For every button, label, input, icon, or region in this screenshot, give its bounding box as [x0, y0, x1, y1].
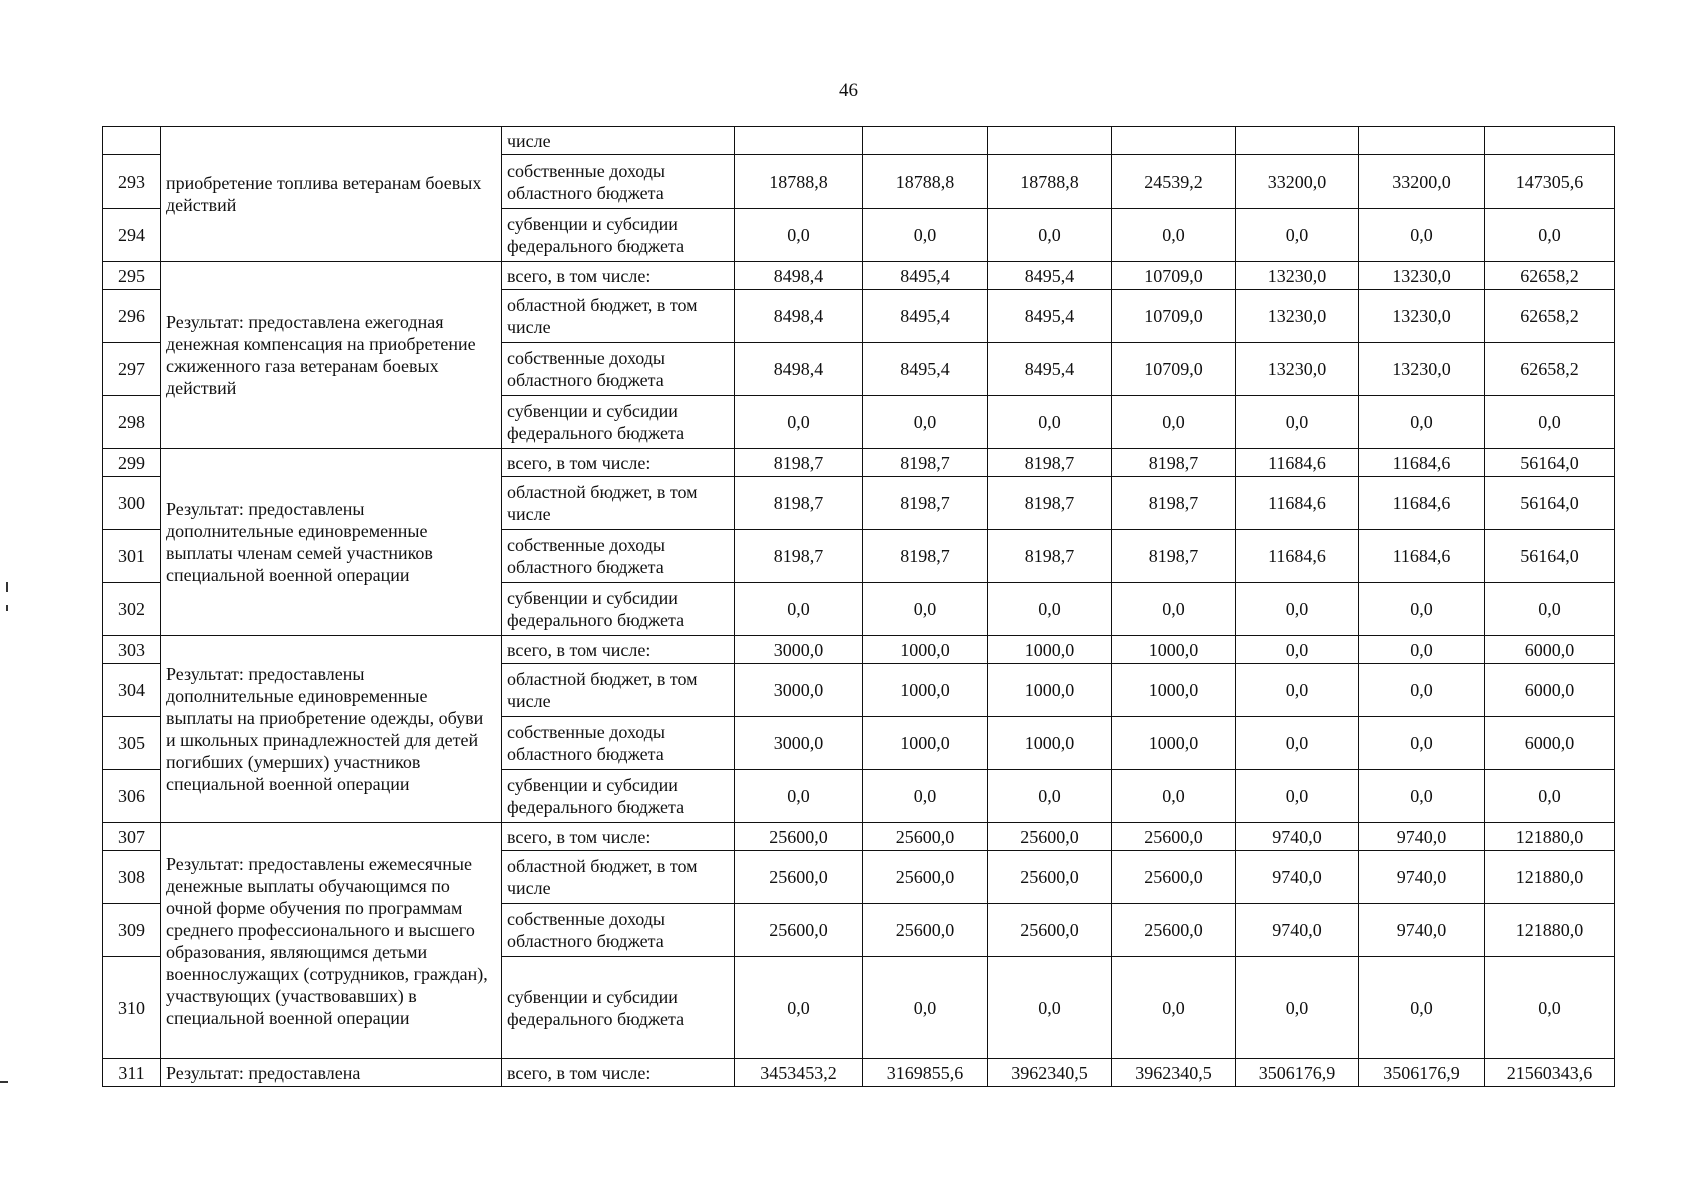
funding-source: областной бюджет, в том числе: [502, 290, 735, 343]
value-cell: 8198,7: [1112, 530, 1236, 583]
row-number: 303: [103, 636, 161, 664]
value-cell: 1000,0: [988, 636, 1112, 664]
result-description: Результат: предоставлены дополнительные единовременные выплаты членам семей участников специальной военной операции: [161, 449, 502, 636]
value-cell: 8198,7: [735, 477, 863, 530]
row-number: 298: [103, 396, 161, 449]
value-cell: 1000,0: [863, 664, 988, 717]
funding-source: собственные доходы областного бюджета: [502, 904, 735, 957]
row-number: 300: [103, 477, 161, 530]
value-cell: 8495,4: [863, 343, 988, 396]
value-cell: 8498,4: [735, 262, 863, 290]
total-value-cell: 0,0: [1485, 770, 1615, 823]
value-cell: 18788,8: [863, 155, 988, 209]
value-cell: 13230,0: [1236, 262, 1359, 290]
value-cell: 3000,0: [735, 717, 863, 770]
value-cell: 8495,4: [863, 262, 988, 290]
table-row: [103, 636, 1615, 664]
value-cell: 18788,8: [988, 155, 1112, 209]
value-cell: 8198,7: [988, 477, 1112, 530]
funding-source: областной бюджет, в том числе: [502, 477, 735, 530]
value-cell: 0,0: [1359, 636, 1485, 664]
value-cell: 0,0: [1236, 770, 1359, 823]
value-cell: 8198,7: [863, 449, 988, 477]
value-cell: 0,0: [863, 957, 988, 1059]
value-cell: 0,0: [1112, 396, 1236, 449]
value-cell: 0,0: [988, 583, 1112, 636]
value-cell: 3000,0: [735, 664, 863, 717]
value-cell: 0,0: [735, 396, 863, 449]
page-number: 46: [839, 80, 858, 101]
value-cell: 25600,0: [735, 904, 863, 957]
total-value-cell: 121880,0: [1485, 851, 1615, 904]
result-description: Результат: предоставлены ежемесячные денежные выплаты обучающимся по очной форме обучения по программам среднего профессионального и высшего образования, являющимся детьми военнослужащих (сотрудников, граждан), участвующих (участвовавших) в специальной военной операции: [161, 823, 502, 1059]
table-row: [103, 1059, 1615, 1087]
row-number: 302: [103, 583, 161, 636]
funding-source: всего, в том числе:: [502, 823, 735, 851]
value-cell: 1000,0: [1112, 717, 1236, 770]
value-cell: 25600,0: [863, 823, 988, 851]
value-cell: 25600,0: [735, 823, 863, 851]
value-cell: 0,0: [988, 770, 1112, 823]
value-cell: 13230,0: [1359, 262, 1485, 290]
row-number: 301: [103, 530, 161, 583]
value-cell: 8495,4: [988, 343, 1112, 396]
value-cell: 25600,0: [988, 851, 1112, 904]
value-cell: [735, 127, 863, 155]
value-cell: 0,0: [1359, 770, 1485, 823]
value-cell: [863, 127, 988, 155]
value-cell: 9740,0: [1359, 823, 1485, 851]
value-cell: 11684,6: [1236, 530, 1359, 583]
value-cell: [1112, 127, 1236, 155]
value-cell: 0,0: [1236, 583, 1359, 636]
total-value-cell: 6000,0: [1485, 636, 1615, 664]
total-value-cell: 6000,0: [1485, 664, 1615, 717]
funding-source: всего, в том числе:: [502, 636, 735, 664]
funding-source: субвенции и субсидии федерального бюджета: [502, 209, 735, 262]
table-row: [103, 449, 1615, 477]
value-cell: 8198,7: [735, 530, 863, 583]
total-value-cell: 147305,6: [1485, 155, 1615, 209]
value-cell: [1359, 127, 1485, 155]
value-cell: 3506176,9: [1236, 1059, 1359, 1087]
value-cell: 13230,0: [1236, 290, 1359, 343]
value-cell: 25600,0: [1112, 823, 1236, 851]
total-value-cell: [1485, 127, 1615, 155]
value-cell: 0,0: [1359, 717, 1485, 770]
value-cell: 0,0: [863, 396, 988, 449]
funding-source: субвенции и субсидии федерального бюджета: [502, 770, 735, 823]
funding-source: всего, в том числе:: [502, 262, 735, 290]
value-cell: 0,0: [1112, 209, 1236, 262]
value-cell: 8495,4: [988, 290, 1112, 343]
value-cell: 8198,7: [735, 449, 863, 477]
value-cell: 9740,0: [1236, 904, 1359, 957]
value-cell: 0,0: [1359, 664, 1485, 717]
value-cell: 8498,4: [735, 343, 863, 396]
row-number: 295: [103, 262, 161, 290]
value-cell: 9740,0: [1236, 851, 1359, 904]
funding-source: числе: [502, 127, 735, 155]
table-row: [103, 262, 1615, 290]
value-cell: 0,0: [735, 957, 863, 1059]
result-description: приобретение топлива ветеранам боевых действий: [161, 127, 502, 262]
value-cell: 0,0: [1112, 957, 1236, 1059]
row-number: 310: [103, 957, 161, 1059]
value-cell: 25600,0: [1112, 904, 1236, 957]
value-cell: 25600,0: [863, 851, 988, 904]
value-cell: 10709,0: [1112, 343, 1236, 396]
value-cell: 0,0: [988, 957, 1112, 1059]
value-cell: 9740,0: [1359, 851, 1485, 904]
value-cell: 0,0: [1359, 396, 1485, 449]
value-cell: 0,0: [988, 209, 1112, 262]
value-cell: 25600,0: [988, 823, 1112, 851]
total-value-cell: 0,0: [1485, 957, 1615, 1059]
value-cell: 0,0: [1112, 770, 1236, 823]
value-cell: 0,0: [863, 209, 988, 262]
value-cell: 0,0: [1236, 396, 1359, 449]
value-cell: 11684,6: [1359, 477, 1485, 530]
margin-mark: [6, 582, 8, 592]
value-cell: 0,0: [1236, 957, 1359, 1059]
value-cell: 9740,0: [1236, 823, 1359, 851]
result-description: Результат: предоставлены дополнительные единовременные выплаты на приобретение одежды, обуви и школьных принадлежностей для детей погибших (умерших) участников специальной военной операции: [161, 636, 502, 823]
funding-source: всего, в том числе:: [502, 1059, 735, 1087]
row-number: 307: [103, 823, 161, 851]
value-cell: 0,0: [1359, 583, 1485, 636]
value-cell: 25600,0: [988, 904, 1112, 957]
value-cell: 0,0: [735, 770, 863, 823]
table-body: [103, 127, 1615, 1087]
value-cell: 0,0: [863, 770, 988, 823]
value-cell: 8498,4: [735, 290, 863, 343]
value-cell: 1000,0: [988, 664, 1112, 717]
value-cell: 3506176,9: [1359, 1059, 1485, 1087]
value-cell: 0,0: [863, 583, 988, 636]
value-cell: [988, 127, 1112, 155]
value-cell: 0,0: [988, 396, 1112, 449]
value-cell: 8198,7: [1112, 477, 1236, 530]
funding-source: субвенции и субсидии федерального бюджета: [502, 396, 735, 449]
row-number: 304: [103, 664, 161, 717]
value-cell: 1000,0: [1112, 636, 1236, 664]
value-cell: 8495,4: [988, 262, 1112, 290]
value-cell: 25600,0: [863, 904, 988, 957]
value-cell: 0,0: [1236, 717, 1359, 770]
funding-source: всего, в том числе:: [502, 449, 735, 477]
value-cell: 25600,0: [1112, 851, 1236, 904]
total-value-cell: 62658,2: [1485, 290, 1615, 343]
value-cell: 8198,7: [1112, 449, 1236, 477]
result-description: Результат: предоставлена ежегодная денежная компенсация на приобретение сжиженного газа ветеранам боевых действий: [161, 262, 502, 449]
value-cell: 10709,0: [1112, 290, 1236, 343]
row-number: 309: [103, 904, 161, 957]
total-value-cell: 56164,0: [1485, 477, 1615, 530]
value-cell: 1000,0: [863, 717, 988, 770]
value-cell: 3962340,5: [1112, 1059, 1236, 1087]
total-value-cell: 56164,0: [1485, 530, 1615, 583]
value-cell: 10709,0: [1112, 262, 1236, 290]
value-cell: 13230,0: [1359, 343, 1485, 396]
table-row: [103, 127, 1615, 155]
funding-source: субвенции и субсидии федерального бюджета: [502, 957, 735, 1059]
total-value-cell: 62658,2: [1485, 262, 1615, 290]
total-value-cell: 121880,0: [1485, 823, 1615, 851]
value-cell: 0,0: [1359, 209, 1485, 262]
funding-source: областной бюджет, в том числе: [502, 664, 735, 717]
value-cell: 8495,4: [863, 290, 988, 343]
value-cell: 13230,0: [1359, 290, 1485, 343]
value-cell: 1000,0: [988, 717, 1112, 770]
value-cell: 0,0: [1236, 636, 1359, 664]
row-number: 306: [103, 770, 161, 823]
total-value-cell: 21560343,6: [1485, 1059, 1615, 1087]
value-cell: 3169855,6: [863, 1059, 988, 1087]
value-cell: 0,0: [1236, 664, 1359, 717]
table-row: [103, 823, 1615, 851]
margin-mark: [0, 1081, 8, 1083]
total-value-cell: 0,0: [1485, 583, 1615, 636]
total-value-cell: 121880,0: [1485, 904, 1615, 957]
value-cell: 25600,0: [735, 851, 863, 904]
value-cell: 0,0: [1359, 957, 1485, 1059]
funding-source: областной бюджет, в том числе: [502, 851, 735, 904]
value-cell: 11684,6: [1236, 449, 1359, 477]
value-cell: 1000,0: [1112, 664, 1236, 717]
budget-table: [102, 126, 1615, 1087]
row-number: 311: [103, 1059, 161, 1087]
value-cell: 3962340,5: [988, 1059, 1112, 1087]
value-cell: 24539,2: [1112, 155, 1236, 209]
value-cell: 1000,0: [863, 636, 988, 664]
funding-source: собственные доходы областного бюджета: [502, 155, 735, 209]
result-description: Результат: предоставлена: [161, 1059, 502, 1087]
row-number: 297: [103, 343, 161, 396]
value-cell: 8198,7: [988, 449, 1112, 477]
row-number: 294: [103, 209, 161, 262]
value-cell: 33200,0: [1359, 155, 1485, 209]
value-cell: 3000,0: [735, 636, 863, 664]
value-cell: 8198,7: [863, 530, 988, 583]
margin-mark: [6, 605, 8, 611]
value-cell: 13230,0: [1236, 343, 1359, 396]
row-number: 305: [103, 717, 161, 770]
row-number: 293: [103, 155, 161, 209]
row-number: [103, 127, 161, 155]
value-cell: 33200,0: [1236, 155, 1359, 209]
value-cell: 0,0: [1236, 209, 1359, 262]
value-cell: 11684,6: [1236, 477, 1359, 530]
value-cell: 18788,8: [735, 155, 863, 209]
total-value-cell: 62658,2: [1485, 343, 1615, 396]
value-cell: 11684,6: [1359, 449, 1485, 477]
funding-source: собственные доходы областного бюджета: [502, 343, 735, 396]
value-cell: 8198,7: [863, 477, 988, 530]
row-number: 296: [103, 290, 161, 343]
value-cell: 0,0: [1112, 583, 1236, 636]
value-cell: 0,0: [735, 583, 863, 636]
funding-source: собственные доходы областного бюджета: [502, 530, 735, 583]
total-value-cell: 6000,0: [1485, 717, 1615, 770]
row-number: 308: [103, 851, 161, 904]
total-value-cell: 0,0: [1485, 396, 1615, 449]
total-value-cell: 56164,0: [1485, 449, 1615, 477]
value-cell: 8198,7: [988, 530, 1112, 583]
total-value-cell: 0,0: [1485, 209, 1615, 262]
funding-source: собственные доходы областного бюджета: [502, 717, 735, 770]
row-number: 299: [103, 449, 161, 477]
value-cell: 11684,6: [1359, 530, 1485, 583]
value-cell: 9740,0: [1359, 904, 1485, 957]
value-cell: 3453453,2: [735, 1059, 863, 1087]
value-cell: [1236, 127, 1359, 155]
funding-source: субвенции и субсидии федерального бюджета: [502, 583, 735, 636]
value-cell: 0,0: [735, 209, 863, 262]
